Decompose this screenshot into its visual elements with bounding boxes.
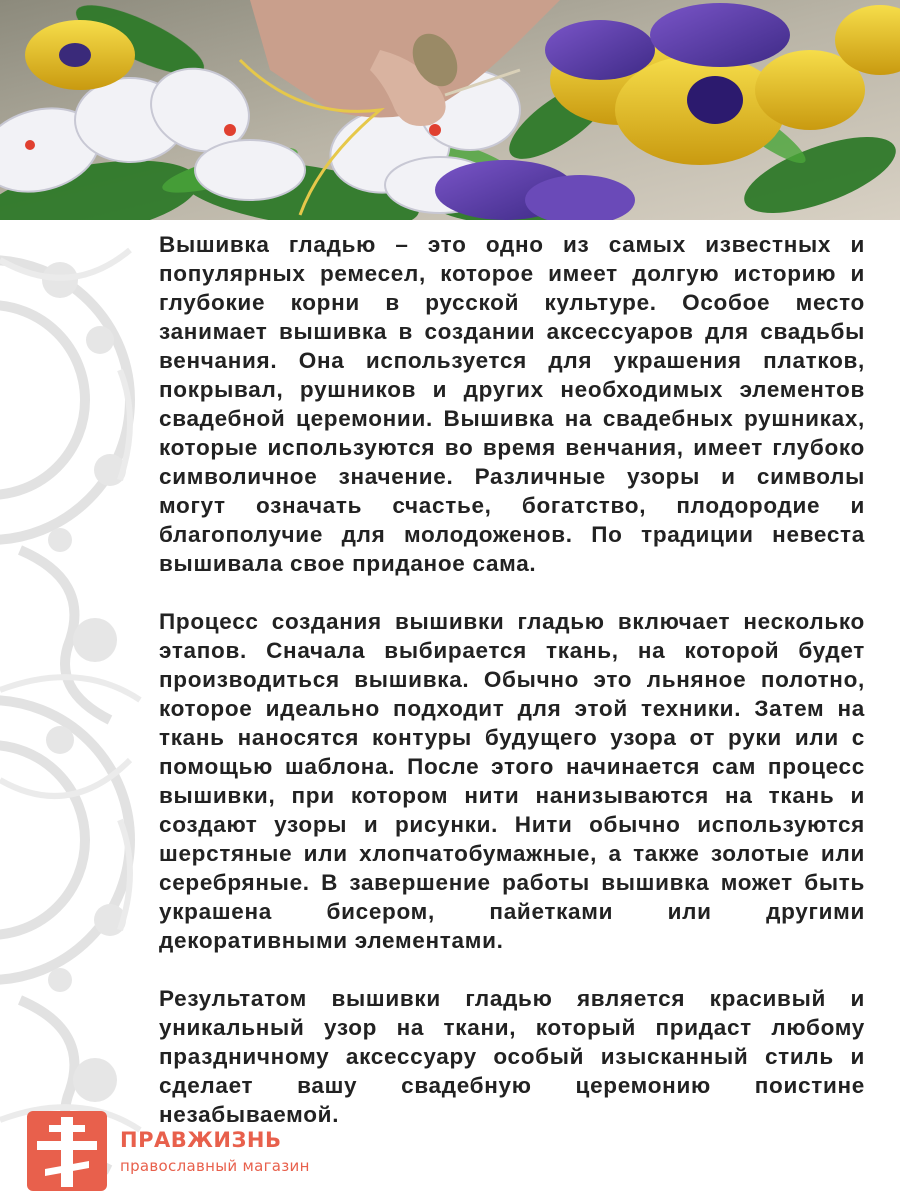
embroidery-photo <box>0 0 900 220</box>
floral-ornament-icon <box>0 220 150 1200</box>
article-paragraph-1: Вышивка гладью – это одно из самых известных и популярных ремесел, которое имеет долгую историю и глубокие корни в русской культуре. Особое место занимает вышивка в создании аксессуаров для свадьбы венчания. Она используется для украшения платков, покрывал, рушников и других необходимых элементов свадебной церемонии. Вышивка на свадебных рушниках, которые используются во время венчания, имеет глубоко символичное значение. Различные узоры и символы могут означать счастье, богатство, плодородие и благополучие для молодоженов. По традиции невеста вышивала свое приданое сама. <box>159 232 865 576</box>
article-paragraph-3: Результатом вышивки гладью является красивый и уникальный узор на ткани, который придаст любому праздничному аксессуару особый изысканный стиль и сделает вашу свадебную церемонию поистине незабываемой. <box>159 986 865 1127</box>
floral-ornament <box>0 220 150 1200</box>
orthodox-cross-icon <box>27 1111 107 1191</box>
article-body <box>159 230 865 1129</box>
header-photo <box>0 0 900 220</box>
article-paragraph-2: Процесс создания вышивки гладью включает несколько этапов. Сначала выбирается ткань, на которой будет производиться вышивка. Обычно это льняное полотно, которое идеально подходит для этой техники. Затем на ткань наносятся контуры будущего узора от руки или с помощью шаблона. После этого начинается сам процесс вышивки, при котором нити нанизываются на ткань и создают узоры и рисунки. Нити обычно используются шерстяные или хлопчатобумажные, а также золотые или серебряные. В завершение работы вышивка может быть украшена бисером, пайетками или другими декоративными элементами. <box>159 609 865 953</box>
brand-logo[interactable] <box>27 1111 347 1191</box>
brand-name: ПРАВЖИЗНЬ <box>120 1128 282 1152</box>
brand-tagline: православный магазин <box>120 1157 310 1175</box>
